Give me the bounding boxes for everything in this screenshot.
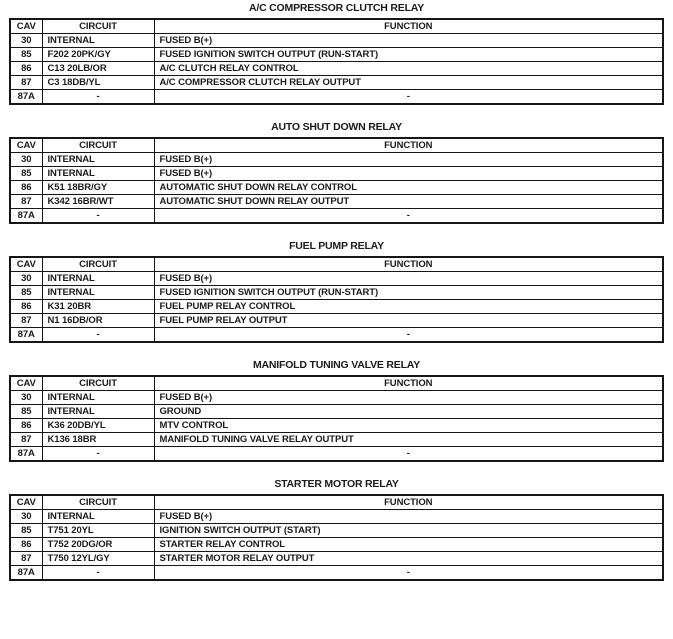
table-header-row — [10, 257, 663, 272]
cell-circuit: INTERNAL — [42, 286, 154, 300]
cell-circuit: - — [42, 209, 154, 224]
cell-function: FUSED B(+) — [154, 34, 663, 48]
header-cav: CAV — [10, 257, 42, 272]
header-function: FUNCTION — [154, 257, 663, 272]
table-header-row — [10, 19, 663, 34]
cell-circuit: - — [42, 90, 154, 105]
cell-circuit: K36 20DB/YL — [42, 419, 154, 433]
cell-cav: 87A — [10, 447, 42, 462]
cell-circuit: N1 16DB/OR — [42, 314, 154, 328]
cell-circuit: K51 18BR/GY — [42, 181, 154, 195]
cell-circuit: K31 20BR — [42, 300, 154, 314]
cell-circuit: INTERNAL — [42, 405, 154, 419]
header-function: FUNCTION — [154, 138, 663, 153]
cell-function: GROUND — [154, 405, 663, 419]
table-row — [10, 48, 663, 62]
relay-title: AUTO SHUT DOWN RELAY — [271, 121, 402, 133]
cell-cav: 30 — [10, 391, 42, 405]
table-row — [10, 181, 663, 195]
cell-cav: 86 — [10, 538, 42, 552]
header-function: FUNCTION — [154, 376, 663, 391]
table-row — [10, 209, 663, 224]
table-row — [10, 272, 663, 286]
table-row — [10, 433, 663, 447]
table-row — [10, 510, 663, 524]
header-circuit: CIRCUIT — [42, 376, 154, 391]
cell-cav: 87A — [10, 209, 42, 224]
cell-function: MANIFOLD TUNING VALVE RELAY OUTPUT — [154, 433, 663, 447]
cell-function: - — [154, 90, 663, 105]
table-row — [10, 328, 663, 343]
table-row — [10, 76, 663, 90]
cell-function: FUSED B(+) — [154, 167, 663, 181]
cell-cav: 87 — [10, 195, 42, 209]
cell-function: STARTER RELAY CONTROL — [154, 538, 663, 552]
cell-function: - — [154, 209, 663, 224]
table-row — [10, 300, 663, 314]
cell-cav: 87 — [10, 433, 42, 447]
cell-circuit: - — [42, 328, 154, 343]
cell-cav: 87 — [10, 552, 42, 566]
cell-circuit: C13 20LB/OR — [42, 62, 154, 76]
table-row — [10, 167, 663, 181]
cell-function: FUEL PUMP RELAY OUTPUT — [154, 314, 663, 328]
relay-table — [9, 256, 664, 343]
relay-title: STARTER MOTOR RELAY — [274, 478, 399, 490]
table-body — [10, 34, 663, 105]
cell-cav: 85 — [10, 167, 42, 181]
header-cav: CAV — [10, 138, 42, 153]
table-row — [10, 34, 663, 48]
cell-circuit: T751 20YL — [42, 524, 154, 538]
table-row — [10, 314, 663, 328]
table-row — [10, 538, 663, 552]
relay-title: A/C COMPRESSOR CLUTCH RELAY — [248, 2, 425, 14]
table-body — [10, 510, 663, 581]
relay-title: MANIFOLD TUNING VALVE RELAY — [252, 359, 421, 371]
table-row — [10, 153, 663, 167]
cell-function: AUTOMATIC SHUT DOWN RELAY OUTPUT — [154, 195, 663, 209]
relay-section — [9, 360, 664, 462]
cell-function: IGNITION SWITCH OUTPUT (START) — [154, 524, 663, 538]
cell-cav: 86 — [10, 419, 42, 433]
cell-function: FUSED IGNITION SWITCH OUTPUT (RUN-START) — [154, 48, 663, 62]
cell-circuit: INTERNAL — [42, 272, 154, 286]
cell-circuit: T750 12YL/GY — [42, 552, 154, 566]
header-cav: CAV — [10, 495, 42, 510]
table-row — [10, 524, 663, 538]
relay-table — [9, 18, 664, 105]
cell-circuit: INTERNAL — [42, 153, 154, 167]
header-circuit: CIRCUIT — [42, 138, 154, 153]
table-row — [10, 286, 663, 300]
cell-function: STARTER MOTOR RELAY OUTPUT — [154, 552, 663, 566]
cell-cav: 86 — [10, 300, 42, 314]
table-header-row — [10, 495, 663, 510]
table-row — [10, 405, 663, 419]
cell-cav: 87 — [10, 314, 42, 328]
header-cav: CAV — [10, 376, 42, 391]
table-row — [10, 391, 663, 405]
cell-function: - — [154, 447, 663, 462]
table-row — [10, 195, 663, 209]
table-row — [10, 447, 663, 462]
cell-function: FUSED IGNITION SWITCH OUTPUT (RUN-START) — [154, 286, 663, 300]
table-body — [10, 391, 663, 462]
cell-cav: 30 — [10, 510, 42, 524]
table-row — [10, 552, 663, 566]
cell-circuit: T752 20DG/OR — [42, 538, 154, 552]
cell-cav: 86 — [10, 62, 42, 76]
cell-circuit: - — [42, 566, 154, 581]
relay-section — [9, 3, 664, 105]
cell-cav: 30 — [10, 34, 42, 48]
relay-table — [9, 137, 664, 224]
cell-circuit: F202 20PK/GY — [42, 48, 154, 62]
table-body — [10, 272, 663, 343]
cell-cav: 85 — [10, 405, 42, 419]
cell-cav: 85 — [10, 524, 42, 538]
cell-function: FUSED B(+) — [154, 391, 663, 405]
cell-cav: 86 — [10, 181, 42, 195]
header-circuit: CIRCUIT — [42, 257, 154, 272]
cell-cav: 87A — [10, 328, 42, 343]
cell-circuit: INTERNAL — [42, 167, 154, 181]
relay-title: FUEL PUMP RELAY — [289, 240, 384, 252]
cell-circuit: C3 18DB/YL — [42, 76, 154, 90]
cell-circuit: - — [42, 447, 154, 462]
relay-table — [9, 375, 664, 462]
cell-function: FUSED B(+) — [154, 153, 663, 167]
cell-circuit: K342 16BR/WT — [42, 195, 154, 209]
table-row — [10, 90, 663, 105]
cell-function: A/C CLUTCH RELAY CONTROL — [154, 62, 663, 76]
relay-section — [9, 122, 664, 224]
relay-sections-container — [9, 3, 664, 581]
cell-function: A/C COMPRESSOR CLUTCH RELAY OUTPUT — [154, 76, 663, 90]
cell-circuit: K136 18BR — [42, 433, 154, 447]
table-header-row — [10, 376, 663, 391]
relay-table — [9, 494, 664, 581]
cell-cav: 85 — [10, 286, 42, 300]
cell-cav: 87A — [10, 90, 42, 105]
cell-circuit: INTERNAL — [42, 391, 154, 405]
cell-function: FUSED B(+) — [154, 272, 663, 286]
relay-section — [9, 241, 664, 343]
table-header-row — [10, 138, 663, 153]
table-row — [10, 566, 663, 581]
header-function: FUNCTION — [154, 19, 663, 34]
header-function: FUNCTION — [154, 495, 663, 510]
cell-circuit: INTERNAL — [42, 510, 154, 524]
cell-function: FUSED B(+) — [154, 510, 663, 524]
cell-cav: 30 — [10, 153, 42, 167]
cell-circuit: INTERNAL — [42, 34, 154, 48]
header-cav: CAV — [10, 19, 42, 34]
header-circuit: CIRCUIT — [42, 19, 154, 34]
cell-function: MTV CONTROL — [154, 419, 663, 433]
table-row — [10, 419, 663, 433]
cell-cav: 30 — [10, 272, 42, 286]
cell-function: FUEL PUMP RELAY CONTROL — [154, 300, 663, 314]
cell-cav: 85 — [10, 48, 42, 62]
cell-function: AUTOMATIC SHUT DOWN RELAY CONTROL — [154, 181, 663, 195]
cell-cav: 87 — [10, 76, 42, 90]
cell-cav: 87A — [10, 566, 42, 581]
table-body — [10, 153, 663, 224]
header-circuit: CIRCUIT — [42, 495, 154, 510]
relay-section — [9, 479, 664, 581]
cell-function: - — [154, 566, 663, 581]
cell-function: - — [154, 328, 663, 343]
table-row — [10, 62, 663, 76]
